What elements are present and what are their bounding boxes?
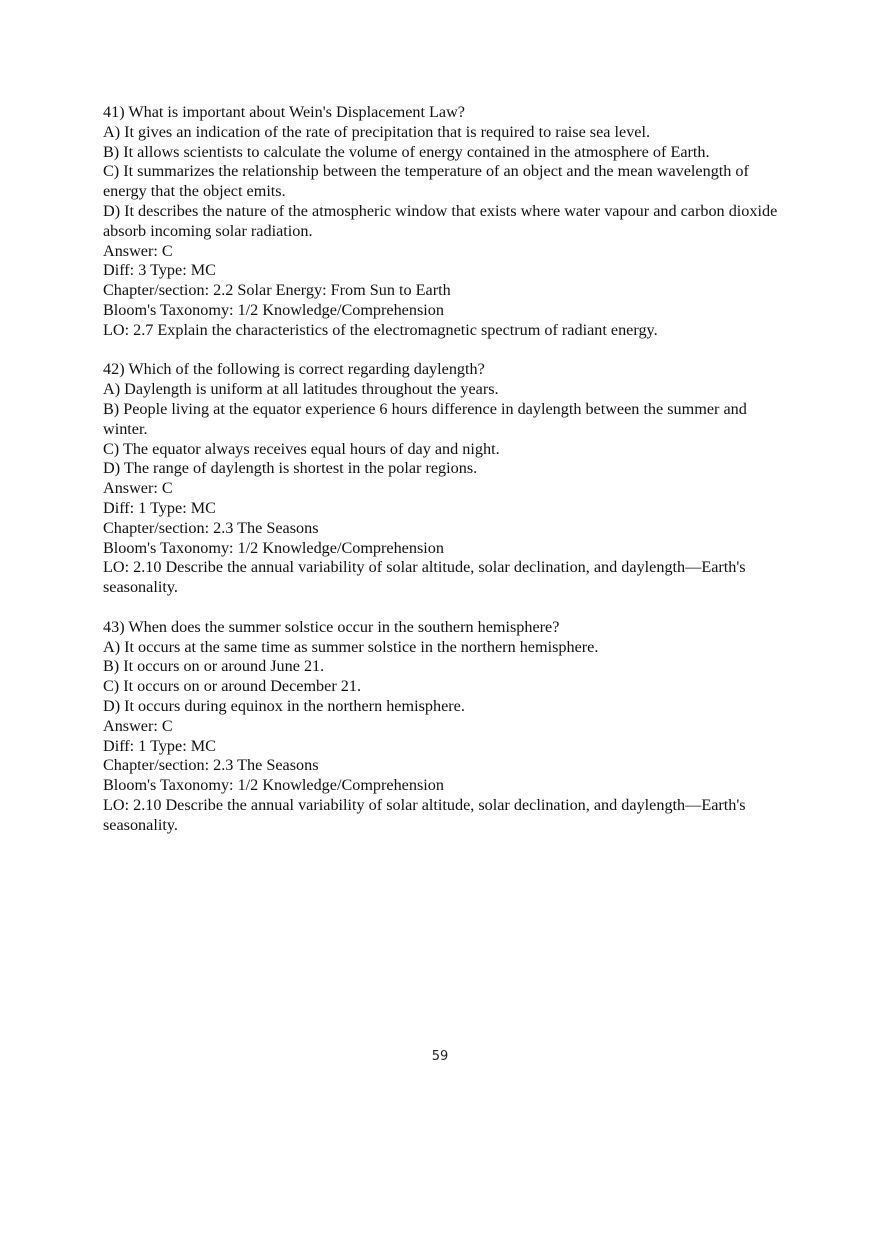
option-c: C) It summarizes the relationship between the temperature of an object and the mean wavelength of energy that the object emits.: [103, 162, 749, 201]
question-43: [103, 618, 793, 836]
answer: Answer: C: [103, 716, 173, 735]
difficulty: Diff: 3 Type: MC: [103, 261, 216, 280]
option-b: B) It allows scientists to calculate the volume of energy contained in the atmosphere of Earth.: [103, 142, 710, 161]
option-a: A) It occurs at the same time as summer solstice in the northern hemisphere.: [103, 637, 599, 656]
question-41: [103, 103, 793, 341]
difficulty: Diff: 1 Type: MC: [103, 498, 216, 517]
difficulty: Diff: 1 Type: MC: [103, 736, 216, 755]
option-c: C) It occurs on or around December 21.: [103, 677, 362, 696]
learning-objective: LO: 2.10 Describe the annual variability of solar altitude, solar declination, and daylength—Earth's seasonality.: [103, 558, 746, 597]
learning-objective: LO: 2.10 Describe the annual variability of solar altitude, solar declination, and daylength—Earth's seasonality.: [103, 795, 746, 834]
question-stem: 42) Which of the following is correct regarding daylength?: [103, 360, 485, 379]
question-stem: 41) What is important about Wein's Displacement Law?: [103, 103, 465, 121]
chapter-section: Chapter/section: 2.2 Solar Energy: From Sun to Earth: [103, 281, 451, 300]
chapter-section: Chapter/section: 2.3 The Seasons: [103, 756, 319, 775]
blooms-taxonomy: Bloom's Taxonomy: 1/2 Knowledge/Comprehension: [103, 538, 444, 557]
learning-objective: LO: 2.7 Explain the characteristics of the electromagnetic spectrum of radiant energy.: [103, 320, 658, 339]
option-c: C) The equator always receives equal hours of day and night.: [103, 439, 500, 458]
option-d: D) The range of daylength is shortest in the polar regions.: [103, 459, 478, 478]
option-b: B) It occurs on or around June 21.: [103, 657, 325, 676]
option-b: B) People living at the equator experience 6 hours difference in daylength between the summer and winter.: [103, 399, 747, 438]
option-d: D) It describes the nature of the atmospheric window that exists where water vapour and carbon dioxide absorb incoming solar radiation.: [103, 201, 778, 240]
blooms-taxonomy: Bloom's Taxonomy: 1/2 Knowledge/Comprehension: [103, 776, 444, 795]
option-d: D) It occurs during equinox in the northern hemisphere.: [103, 696, 465, 715]
answer: Answer: C: [103, 479, 173, 498]
answer: Answer: C: [103, 241, 173, 260]
option-a: A) Daylength is uniform at all latitudes throughout the years.: [103, 380, 499, 399]
option-a: A) It gives an indication of the rate of precipitation that is required to raise sea level.: [103, 122, 651, 141]
question-stem: 43) When does the summer solstice occur in the southern hemisphere?: [103, 617, 560, 636]
blooms-taxonomy: Bloom's Taxonomy: 1/2 Knowledge/Comprehension: [103, 300, 444, 319]
page-number: 59: [431, 1049, 449, 1064]
chapter-section: Chapter/section: 2.3 The Seasons: [103, 518, 319, 537]
document-page: [103, 103, 793, 855]
question-42: [103, 360, 793, 598]
